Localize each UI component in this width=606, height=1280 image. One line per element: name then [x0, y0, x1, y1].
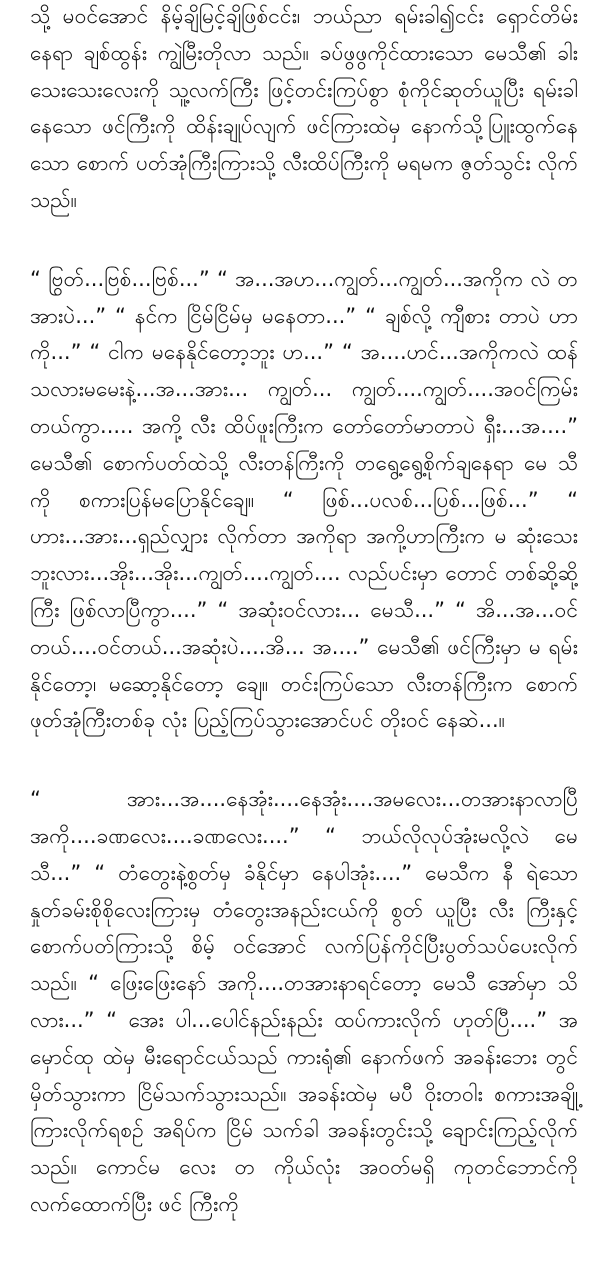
article-paragraph-2: “ ဗြွတ်...ဗြစ်...ဗြစ်...” “ အ...အဟ...ကျွတ်...ကျွတ်...အကိုက လဲ တအားပဲ...” “ နင်က ငြိမ်ငြိမ်မှ မနေတာ...” “ ချစ်လို့ ကျီစား တာပဲ ဟာကို...” “ ငါက မနေနိုင်တော့ဘူး ဟ...” “ အ....ဟင်...အကိုကလဲ ထန်သလားမမေးနဲ့...အ...အား... ကျွတ်... ကျွတ်....ကျွတ်....အဝင်ကြမ်းတယ်ကွာ..... အကို့ လီး ထိပ်ဖူးကြီးက တော်တော်မာတာပဲ ရှီး...အ....” မေသီ၏ စောက်ပတ်ထဲသို့ လီးတန်ကြီးကို တရွေ့ရွေ့စိုက်ချနေရာ မေ သီကို စကားပြန်မပြောနိုင်ချေ။ “ ဖြစ်...ပလစ်...ပြစ်...ဖြစ်...” “ ဟား...အား...ရှည်လျှား လိုက်တာ အကိုရာ အကို့ဟာကြီးက မ ဆုံးသေးဘူးလား...အိုး...အိုး...ကျွတ်....ကျွတ်.... လည်ပင်းမှာ တောင် တစ်ဆို့ဆို့ကြီး ဖြစ်လာပြီကွာ....” “ အဆုံးဝင်လား... မေသီ...” “ အိ...အ...ဝင်တယ်....ဝင်တယ်...အဆုံးပဲ....အိ... အ....” မေသီ၏ ဖင်ကြီးမှာ မ ရမ်းနိုင်တော့၊ မဆော့နိုင်တော့ ချေ။ တင်းကြပ်သော လီးတန်ကြီးက စောက်ဖုတ်အုံကြီးတစ်ခု လုံး ပြည့်ကြပ်သွားအောင်ပင် တိုးဝင် နေဆဲ...။: [30, 266, 578, 733]
article-paragraph-3: “ အား...အ....နေအုံး....နေအုံး....အမလေး...တအားနာလာပြီ အကို....ခဏလေး....ခဏလေး....” “ ဘယ်လိုလုပ်အုံးမလို့လဲ မေ သီ...” “ တံတွေးနဲ့စွတ်မှ ခံနိုင်မှာ နေပါအုံး....” မေသီက နီ ရဲသော နှုတ်ခမ်းစိုစိုလေးကြားမှ တံတွေးအနည်းငယ်ကို စွတ် ယူပြီး လီး ကြီးနှင့် စောက်ပတ်ကြားသို့ စိမ့် ဝင်အောင် လက်ပြန်ကိုင်ပြီးပွတ်သပ်ပေးလိုက်သည်။ “ ဖြေးဖြေးနော် အကို....တအားနာရင်တော့ မေသီ အော်မှာ သိလား...” “ အေး ပါ...ပေါင်နည်းနည်း ထပ်ကားလိုက် ဟုတ်ပြီ....” အမှောင်ထု ထဲမှ မီးရောင်ငယ်သည် ကားရုံ၏ နောက်ဖက် အခန်းဘေး တွင် မှိတ်သွားကာ ငြိမ်သက်သွားသည်။ အခန်းထဲမှ မပီ ဝိုးတဝါး စကားအချို့ကြားလိုက်ရစဉ် အရိပ်က ငြိမ် သက်ခါ အခန်းတွင်းသို့ ချောင်းကြည့်လိုက်သည်။ ကောင်မ လေး တ ကိုယ်လုံး အဝတ်မရှိ ကုတင်ဘောင်ကို လက်ထောက်ပြီး ဖင် ကြီးကို: [30, 787, 578, 1216]
article-paragraph-1: သို့ မဝင်အောင် နိမ့်ချိမြင့်ချိဖြစ်ငင်း၊ ဘယ်ညာ ရမ်းခါ၍ငင်း ရှောင်တိမ်းနေရာ ချစ်ထွန်း ကျွဲမြီးတိုလာ သည်။ ခပ်ဖွဖွကိုင်ထားသော မေသီ၏ ခါးသေးသေးလေးကို သူ့လက်ကြီး ဖြင့်တင်းကြပ်စွာ စုံကိုင်ဆုတ်ယူပြီး ရမ်းခါနေသော ဖင်ကြီးကို ထိန်းချုပ်လျက် ဖင်ကြားထဲမှ နောက်သို့ပြူးထွက်နေသော စောက် ပတ်အုံကြီးကြားသို့ လီးထိပ်ကြီးကို မရမက ဇွတ်သွင်း လိုက်သည်။: [30, 4, 578, 212]
